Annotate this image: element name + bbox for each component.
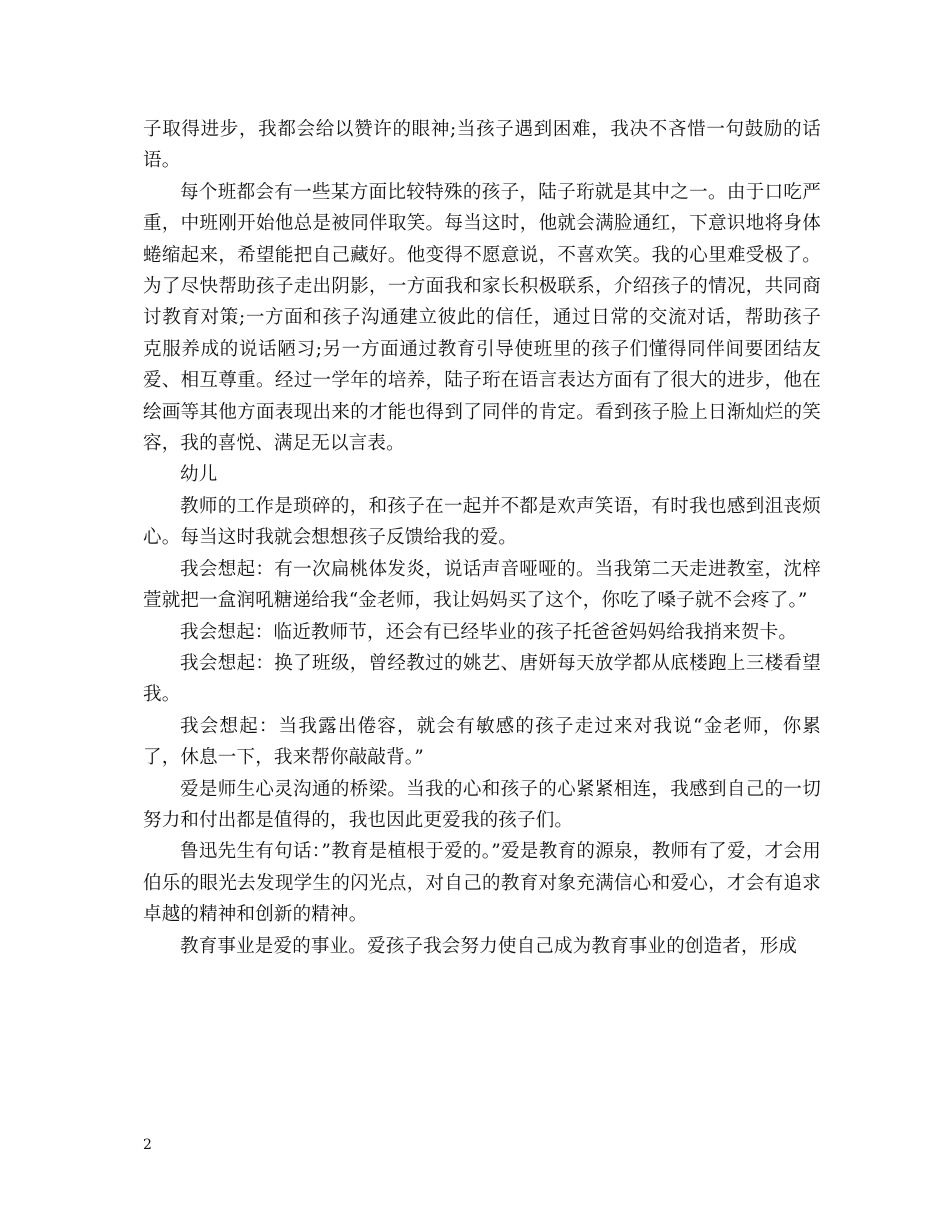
page-number: 2 [143,1137,152,1153]
paragraph-5: 我会想起：有一次扁桃体发炎，说话声音哑哑的。当我第二天走进教室，沈梓萱就把一盒润吼糖递给我“金老师，我让妈妈买了这个，你吃了嗓子就不会疼了。” [143,558,821,612]
paragraph-7: 我会想起：换了班级，曾经教过的姚艺、唐妍每天放学都从底楼跑上三楼看望我。 [143,652,821,706]
paragraph-3: 幼儿 [180,464,218,486]
paragraph-9: 爱是师生心灵沟通的桥梁。当我的心和孩子的心紧紧相连，我感到自己的一切努力和付出都是值得的，我也因此更爱我的孩子们。 [143,778,821,831]
paragraph-6: 我会想起：临近教师节，还会有已经毕业的孩子托爸爸妈妈给我捎来贺卡。 [180,621,798,643]
paragraph-4: 教师的工作是琐碎的，和孩子在一起并不都是欢声笑语，有时我也感到沮丧烦心。每当这时我就会想想孩子反馈给我的爱。 [143,495,821,549]
paragraph-8: 我会想起：当我露出倦容，就会有敏感的孩子走过来对我说“金老师，你累了，休息一下，我来帮你敲敲背。” [143,715,821,769]
paragraph-1: 子取得进步，我都会给以赞许的眼神;当孩子遇到困难，我决不吝惜一句鼓励的话语。 [143,119,821,172]
paragraph-11: 教育事业是爱的事业。爱孩子我会努力使自己成为教育事业的创造者，形成 [180,935,798,957]
body-text [143,114,821,962]
paragraph-10: 鲁迅先生有句话：”教育是植根于爱的。”爱是教育的源泉，教师有了爱，才会用伯乐的眼光去发现学生的闪光点，对自己的教育对象充满信心和爱心，才会有追求卓越的精神和创新的精神。 [143,841,821,926]
paragraph-2: 每个班都会有一些某方面比较特殊的孩子，陆子珩就是其中之一。由于口吃严重，中班刚开始他总是被同伴取笑。每当这时，他就会满脸通红，下意识地将身体蜷缩起来，希望能把自己藏好。他变得不愿意说，不喜欢笑。我的心里难受极了。为了尽快帮助孩子走出阴影，一方面我和家长积极联系，介绍孩子的情况，共同商讨教育对策;一方面和孩子沟通建立彼此的信任，通过日常的交流对话，帮助孩子克服养成的说话陋习;另一方面通过教育引导使班里的孩子们懂得同伴间要团结友爱、相互尊重。经过一学年的培养，陆子珩在语言表达方面有了很大的进步，他在绘画等其他方面表现出来的才能也得到了同伴的肯定。看到孩子脸上日渐灿烂的笑容，我的喜悦、满足无以言表。 [143,181,821,455]
